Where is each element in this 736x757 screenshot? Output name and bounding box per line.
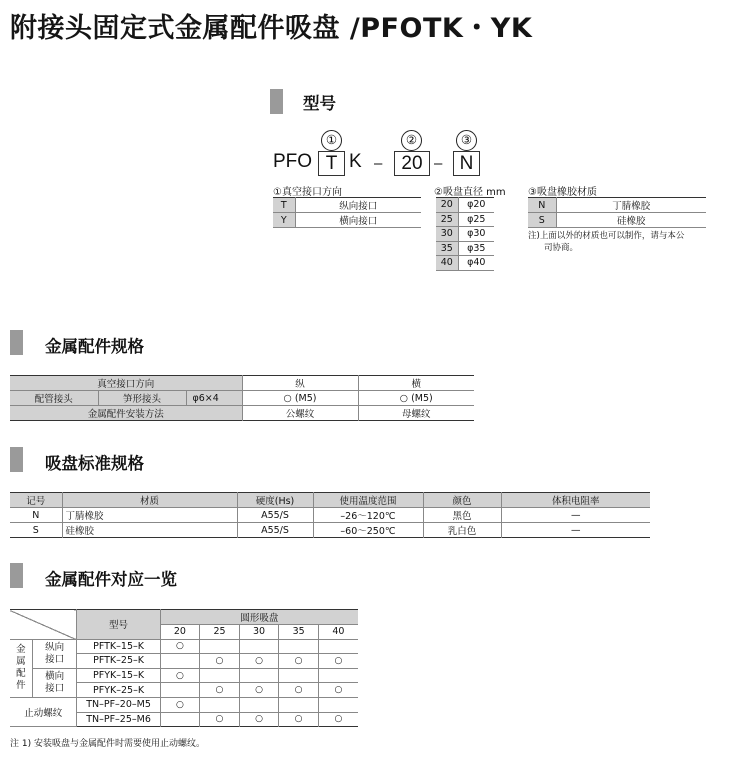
empty-cell [160,712,200,727]
empty-cell [279,697,319,712]
metal-spec-title: 金属配件规格 [45,337,144,356]
vertical-header: 纵 [242,376,358,391]
mark-cell: ○ [160,697,200,712]
mark-cell: ○ [318,712,358,727]
section-bar [270,89,283,114]
col-header: 体积电阻率 [501,493,650,508]
table-row [10,391,474,406]
table-row [10,523,650,538]
pad-header: 圆形吸盘 [160,610,358,625]
model-box-port: T [318,151,345,176]
diameter-label: ②吸盘直径 mm [434,187,506,198]
table-row [436,227,494,242]
code-cell: S [528,213,556,228]
desc-cell: 横向接口 [295,213,421,228]
circle-3: ③ [456,130,477,151]
cell: — [501,523,650,538]
pad-spec-table [10,492,650,538]
table-row [273,198,421,213]
desc-cell: φ35 [458,241,494,256]
size-header: 30 [239,625,279,640]
model-cell: PFTK–15–K [77,639,160,654]
table-row [528,198,706,213]
empty-cell [200,639,240,654]
size-header: 35 [279,625,319,640]
corner-cell [10,610,77,640]
empty-cell [318,639,358,654]
col-header: 硬度(Hs) [237,493,313,508]
table-row [10,376,474,391]
desc-cell: 丁腈橡胶 [556,198,706,213]
size-header: 40 [318,625,358,640]
empty-cell [200,668,240,683]
fitting-sub-label: 笋形接头 [98,391,186,406]
model-k: K [349,151,362,172]
cell: — [501,508,650,523]
cell: 丁腈橡胶 [62,508,237,523]
mark-cell: ○ [200,712,240,727]
empty-cell [239,668,279,683]
mark-cell: ○ [239,712,279,727]
material-note-line2: 司协商。 [544,243,579,253]
mark-cell: ○ [200,683,240,698]
table-row [273,213,421,228]
cell: S [10,523,62,538]
table-row [10,697,358,712]
model-cell: PFYK–15–K [77,668,160,683]
table-header-row [10,493,650,508]
model-cell: TN–PF–25–M6 [77,712,160,727]
mark-cell: ○ [318,654,358,669]
diameter-table [436,197,494,271]
model-box-diameter: 20 [394,151,430,176]
code-cell: 40 [436,256,458,271]
table-row [436,198,494,213]
material-note-line1: 注)上面以外的材质也可以制作，请与本公 [528,231,685,241]
mark-cell: ○ [279,712,319,727]
compat-note: 注 1) 安装吸盘与金属配件时需要使用止动螺纹。 [10,739,205,749]
cell: A55/S [237,508,313,523]
table-row [436,241,494,256]
section-bar [10,447,23,472]
empty-cell [318,668,358,683]
code-cell: N [528,198,556,213]
col-header: 记号 [10,493,62,508]
empty-cell [279,668,319,683]
desc-cell: 硅橡胶 [556,213,706,228]
vertical-label [32,639,77,668]
mark-cell: ○ [200,654,240,669]
desc-cell: φ30 [458,227,494,242]
page-title: 附接头固定式金属配件吸盘 /PFOTK・YK [10,13,533,44]
model-prefix: PFO [273,151,313,172]
mount-method-label: 金属配件安装方法 [10,406,242,421]
model-cell: PFYK–25–K [77,683,160,698]
model-header: 型号 [77,610,160,640]
table-row [10,668,358,683]
cell: 黑色 [423,508,501,523]
section-bar [10,330,23,355]
col-header: 材质 [62,493,237,508]
col-header: 颜色 [423,493,501,508]
table-row [10,508,650,523]
model-cell: PFTK–25–K [77,654,160,669]
table-row [436,256,494,271]
cell: N [10,508,62,523]
col-header: 使用温度范围 [313,493,423,508]
empty-cell [200,697,240,712]
code-cell: 25 [436,212,458,227]
empty-cell [318,697,358,712]
table-row [436,212,494,227]
section-bar [10,563,23,588]
empty-cell [160,654,200,669]
empty-cell [239,697,279,712]
code-cell: Y [273,213,295,228]
model-cell: TN–PF–20–M5 [77,697,160,712]
vertical-mount: 公螺纹 [242,406,358,421]
port-dir-table [273,197,421,228]
circle-2: ② [401,130,422,151]
material-note [528,230,718,254]
code-cell: 20 [436,198,458,213]
horizontal-label [32,668,77,697]
group-label-text: 金属配件 [16,644,26,692]
horizontal-label-text: 横向接口 [45,670,65,694]
table-row [10,639,358,654]
group-label [10,639,32,697]
mark-cell: ○ [279,683,319,698]
empty-cell [239,639,279,654]
vertical-fitting: ○ (M5) [242,391,358,406]
mark-cell: ○ [160,639,200,654]
vertical-label-text: 纵向接口 [45,641,65,665]
code-cell: 30 [436,227,458,242]
horizontal-fitting: ○ (M5) [358,391,474,406]
mark-cell: ○ [279,654,319,669]
compat-table [10,609,358,727]
stop-screw-label: 止动螺纹 [10,697,77,726]
material-table [528,197,706,228]
pad-spec-title: 吸盘标准规格 [45,454,144,473]
cell: A55/S [237,523,313,538]
circle-1: ① [321,130,342,151]
empty-cell [160,683,200,698]
code-cell: T [273,198,295,213]
cell: –26～120℃ [313,508,423,523]
metal-spec-table [10,375,474,421]
desc-cell: φ20 [458,198,494,213]
desc-cell: φ25 [458,212,494,227]
table-row [528,213,706,228]
compat-title: 金属配件对应一览 [45,570,177,589]
fitting-size: φ6×4 [186,391,242,406]
mark-cell: ○ [239,683,279,698]
model-dash-1: – [374,155,383,172]
desc-cell: φ40 [458,256,494,271]
mark-cell: ○ [318,683,358,698]
model-box-material: N [453,151,480,176]
port-dir-label: ①真空接口方向 [273,187,342,198]
model-dash-2: – [434,155,443,172]
cell: –60～250℃ [313,523,423,538]
cell: 硅橡胶 [62,523,237,538]
desc-cell: 纵向接口 [295,198,421,213]
cell: 乳白色 [423,523,501,538]
size-header: 25 [200,625,240,640]
table-row [10,406,474,421]
horizontal-header: 横 [358,376,474,391]
material-label: ③吸盘橡胶材质 [528,187,597,198]
table-header-row [10,610,358,625]
mark-cell: ○ [239,654,279,669]
horizontal-mount: 母螺纹 [358,406,474,421]
port-dir-header: 真空接口方向 [10,376,242,391]
code-cell: 35 [436,241,458,256]
size-header: 20 [160,625,200,640]
fitting-label: 配管接头 [10,391,98,406]
mark-cell: ○ [160,668,200,683]
empty-cell [279,639,319,654]
model-section-title: 型号 [303,94,336,113]
